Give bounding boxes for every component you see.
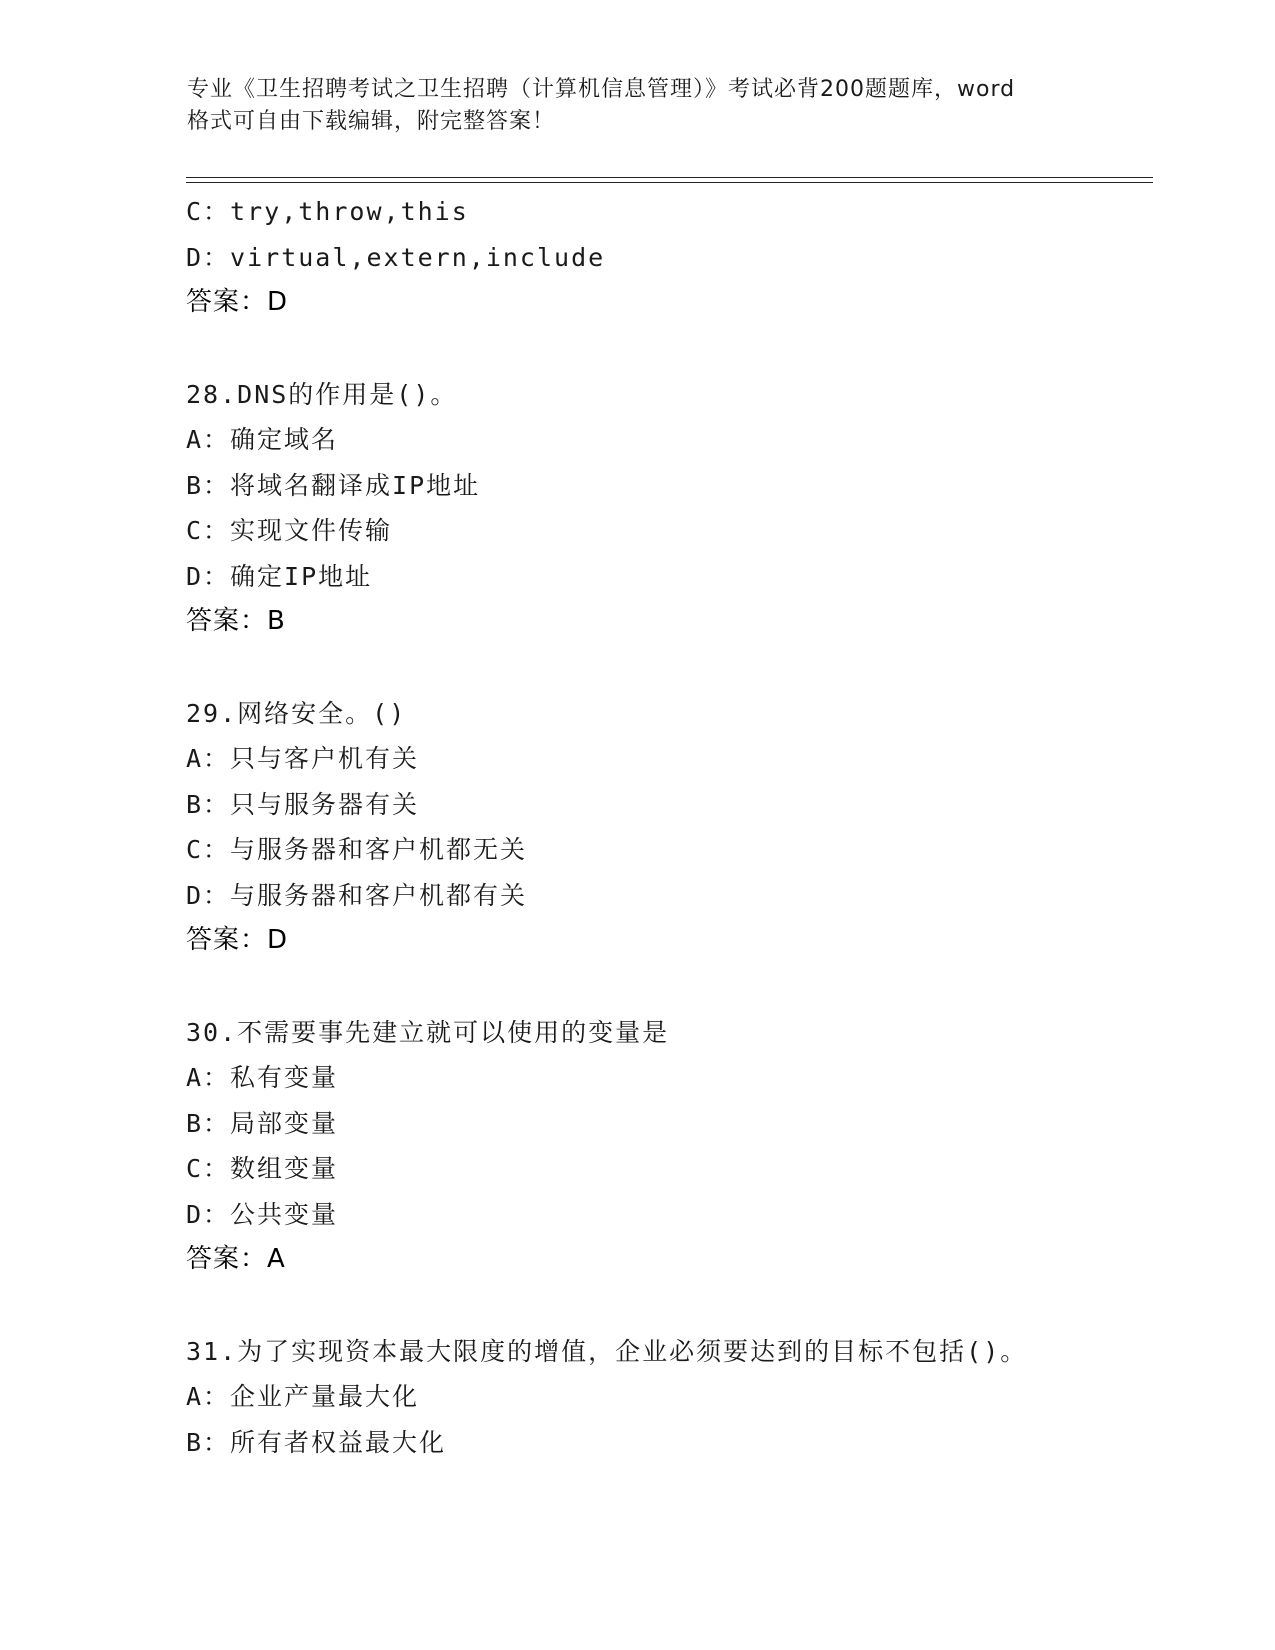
question-31 xyxy=(186,1329,1166,1466)
option-d: D：确定IP地址 xyxy=(186,561,373,591)
answer: 答案：B xyxy=(186,606,286,636)
header-line-1: 专业《卫生招聘考试之卫生招聘（计算机信息管理）》考试必背200题题库，word xyxy=(187,77,1016,102)
question-stem: 29.网络安全。() xyxy=(186,698,407,728)
question-stem: 28.DNS的作用是()。 xyxy=(186,379,458,409)
header-rule-top xyxy=(186,177,1153,178)
answer: 答案：A xyxy=(186,1244,286,1274)
option-d: D：virtual,extern,include xyxy=(186,242,606,272)
option-a: A：确定域名 xyxy=(186,425,339,454)
answer: 答案：D xyxy=(186,925,289,955)
option-c: C：数组变量 xyxy=(186,1154,339,1183)
option-a: A：只与客户机有关 xyxy=(186,744,420,773)
option-b: B：将域名翻译成IP地址 xyxy=(186,470,481,500)
option-b: B：只与服务器有关 xyxy=(186,789,420,819)
question-stem: 31.为了实现资本最大限度的增值，企业必须要达到的目标不包括()。 xyxy=(186,1336,1028,1366)
question-30 xyxy=(186,1010,1166,1283)
option-a: A：企业产量最大化 xyxy=(186,1382,420,1411)
question-list xyxy=(186,189,1166,1465)
option-b: B：所有者权益最大化 xyxy=(186,1427,447,1457)
option-a: A：私有变量 xyxy=(186,1063,339,1092)
question-29 xyxy=(186,691,1166,964)
document-header xyxy=(187,74,1087,138)
question-28 xyxy=(186,372,1166,645)
option-d: D：公共变量 xyxy=(186,1199,339,1229)
question-27-continued xyxy=(186,189,1166,326)
answer: 答案：D xyxy=(186,287,289,317)
header-rule-bottom xyxy=(186,182,1153,183)
option-d: D：与服务器和客户机都有关 xyxy=(186,880,528,910)
question-stem: 30.不需要事先建立就可以使用的变量是 xyxy=(186,1017,670,1047)
option-c: C：与服务器和客户机都无关 xyxy=(186,835,528,864)
option-b: B：局部变量 xyxy=(186,1108,339,1138)
header-line-2: 格式可自由下载编辑，附完整答案！ xyxy=(187,109,556,134)
option-c: C：实现文件传输 xyxy=(186,516,393,545)
option-c: C：try,throw,this xyxy=(186,197,469,226)
